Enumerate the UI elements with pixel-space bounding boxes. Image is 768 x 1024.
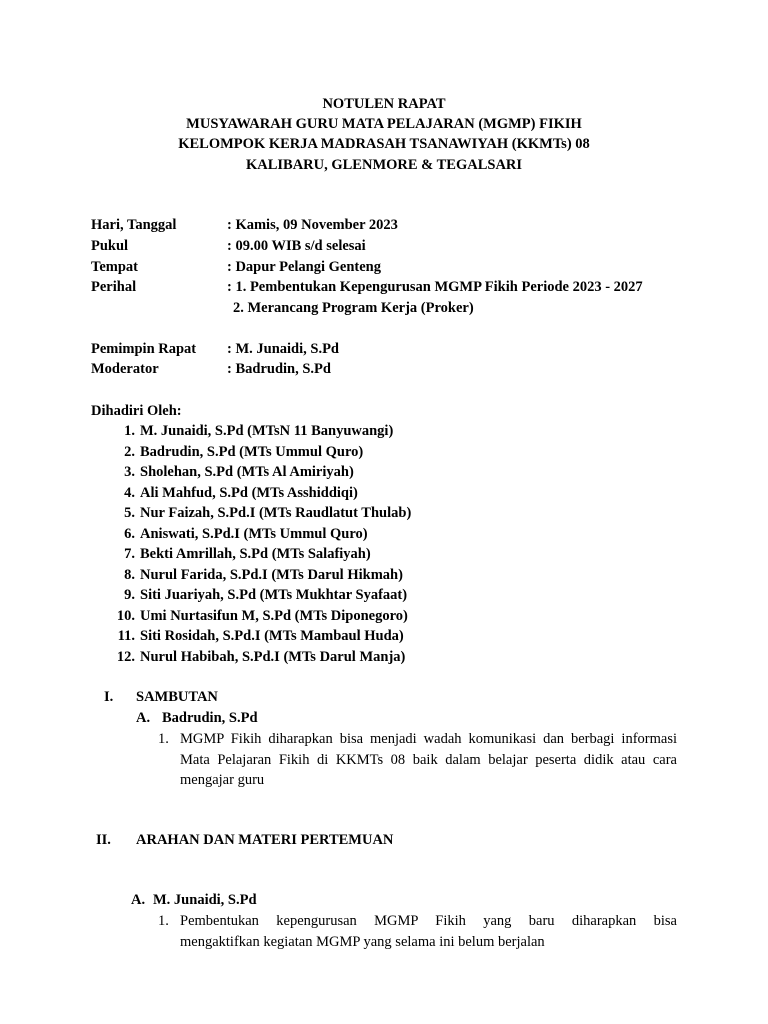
doc-subtitle-region: KALIBARU, GLENMORE & TEGALSARI bbox=[245, 157, 523, 173]
list-item: 7. Bekti Amrillah, S.Pd (MTs Salafiyah) bbox=[124, 546, 371, 562]
section-2-title: ARAHAN DAN MATERI PERTEMUAN bbox=[136, 832, 394, 848]
doc-subtitle-group: KELOMPOK KERJA MADRASAH TSANAWIYAH (KKMTs) 08 bbox=[178, 136, 590, 152]
list-item: 4. Ali Mahfud, S.Pd (MTs Asshiddiqi) bbox=[124, 484, 358, 501]
value-date: : Kamis, 09 November 2023 bbox=[227, 217, 398, 233]
section-2-point-number: 1. bbox=[158, 913, 169, 929]
list-item: 12. Nurul Habibah, S.Pd.I (MTs Darul Manja) bbox=[116, 648, 406, 665]
section-1-speaker: Badrudin, S.Pd bbox=[162, 710, 258, 726]
list-item: 1. M. Junaidi, S.Pd (MTsN 11 Banyuwangi) bbox=[124, 423, 394, 439]
section-2-number: II. bbox=[96, 832, 111, 848]
list-item: 6. Aniswati, S.Pd.I (MTs Ummul Quro) bbox=[124, 525, 368, 542]
attendance-list bbox=[104, 421, 411, 667]
list-item: 11. Siti Rosidah, S.Pd.I (MTs Mambaul Huda) bbox=[117, 628, 404, 644]
list-item: 2. Badrudin, S.Pd (MTs Ummul Quro) bbox=[124, 443, 364, 460]
list-item: 8. Nurul Farida, S.Pd.I (MTs Darul Hikmah) bbox=[124, 566, 403, 583]
label-place: Tempat bbox=[91, 259, 138, 275]
label-chair: Pemimpin Rapat bbox=[91, 341, 197, 357]
label-moderator: Moderator bbox=[91, 361, 159, 377]
section-2-point-text: Pembentukan kepengurusan MGMP Fikih yang baru diharapkan bisa mengaktifkan kegiatan MGMP yang selama ini belum berjalan bbox=[180, 913, 677, 950]
label-date: Hari, Tanggal bbox=[91, 217, 177, 233]
list-item: 9. Siti Juariyah, S.Pd (MTs Mukhtar Syafaat) bbox=[124, 587, 408, 603]
section-2-speaker: M. Junaidi, S.Pd bbox=[153, 892, 257, 908]
doc-title: NOTULEN RAPAT bbox=[322, 96, 446, 112]
value-place: : Dapur Pelangi Genteng bbox=[227, 259, 381, 275]
value-subject-2: 2. Merancang Program Kerja (Proker) bbox=[233, 300, 474, 316]
section-1-point-number: 1. bbox=[158, 731, 169, 747]
doc-subtitle-forum: MUSYAWARAH GURU MATA PELAJARAN (MGMP) FIKIH bbox=[186, 116, 582, 132]
attendance-heading: Dihadiri Oleh: bbox=[91, 403, 182, 419]
label-time: Pukul bbox=[91, 238, 129, 254]
list-item: 10. Umi Nurtasifun M, S.Pd (MTs Diponegoro) bbox=[116, 607, 408, 624]
value-time: : 09.00 WIB s/d selesai bbox=[227, 238, 366, 254]
value-moderator: : Badrudin, S.Pd bbox=[227, 361, 331, 377]
list-item: 3. Sholehan, S.Pd (MTs Al Amiriyah) bbox=[124, 464, 354, 480]
value-subject-1: : 1. Pembentukan Kepengurusan MGMP Fikih Periode 2023 - 2027 bbox=[227, 279, 643, 295]
section-2-sub-letter: A. bbox=[131, 892, 146, 908]
section-1-title: SAMBUTAN bbox=[136, 689, 218, 705]
value-chair: : M. Junaidi, S.Pd bbox=[227, 341, 339, 357]
section-1-sub-letter: A. bbox=[136, 710, 151, 726]
section-1-number: I. bbox=[104, 689, 114, 705]
label-subject: Perihal bbox=[91, 279, 137, 295]
section-1-point-text: MGMP Fikih diharapkan bisa menjadi wadah komunikasi dan berbagi informasi Mata Pelajaran Fikih di KKMTs 08 baik dalam belajar peserta didik atau cara mengajar guru bbox=[180, 731, 677, 788]
list-item: 5. Nur Faizah, S.Pd.I (MTs Raudlatut Thulab) bbox=[124, 505, 412, 521]
